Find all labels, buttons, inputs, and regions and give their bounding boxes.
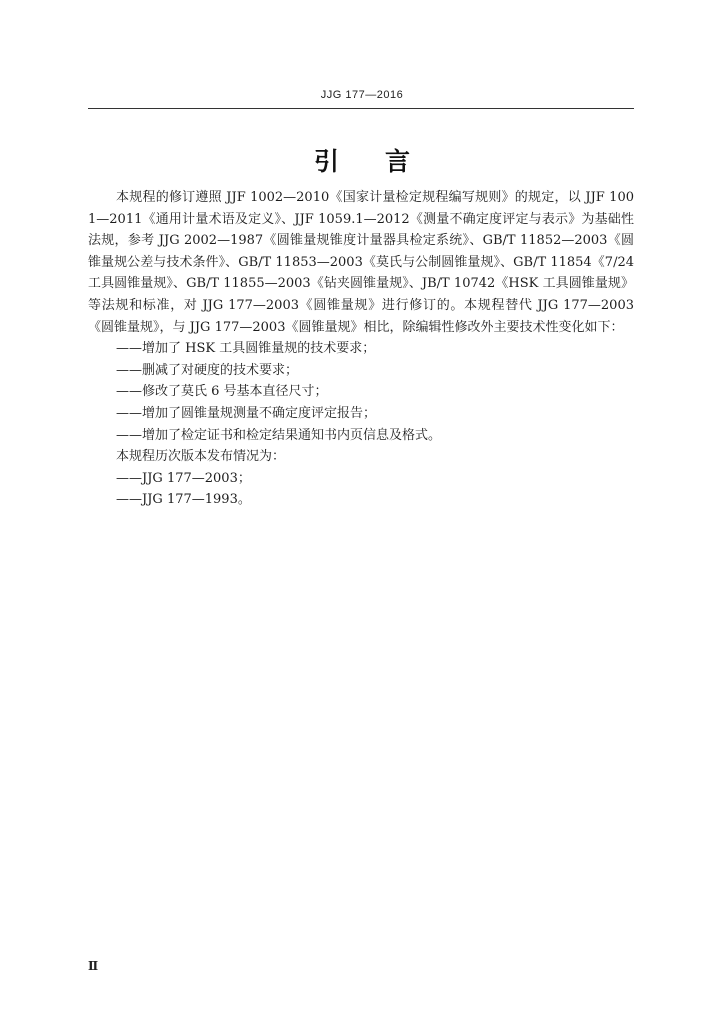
page-number: Ⅱ	[88, 959, 99, 973]
list-item: ——JJG 177—1993。	[116, 492, 251, 508]
page-title: 引言	[313, 147, 456, 176]
running-header: JJG 177—2016	[320, 89, 404, 101]
changes-list	[88, 338, 634, 446]
header-divider	[88, 108, 634, 109]
list-item: ——增加了圆锥量规测量不确定度评定报告；	[116, 405, 377, 421]
document-body	[88, 187, 634, 511]
intro-paragraph: 本规程的修订遵照 JJF 1002—2010《国家计量检定规程编写规则》的规定，以 JJF 1001—2011《通用计量术语及定义》、JJF 1059.1—2012《测量不确定度评定与表示》为基础性法规，参考 JJG 2002—1987《圆锥量规锥度计量器具检定系统》、GB/T 11852—2003《圆锥量规公差与技术条件》、GB/T 11853—2003《莫氏与公制圆锥量规》、GB/T 11854《7/24 工具圆锥量规》、GB/T 11855—2003《钻夹圆锥量规》、JB/T 10742《HSK 工具圆锥量规》等法规和标准，对 JJG 177—2003《圆锥量规》进行修订的。本规程替代 JJG 177—2003《圆锥量规》，与 JJG 177—2003《圆锥量规》相比，除编辑性修改外主要技术性变化如下：	[88, 190, 634, 335]
history-heading: 本规程历次版本发布情况为：	[116, 449, 286, 465]
history-list	[88, 468, 634, 511]
list-item: ——删减了对硬度的技术要求；	[116, 362, 299, 378]
list-item: ——增加了 HSK 工具圆锥量规的技术要求；	[116, 341, 376, 357]
list-item: ——JJG 177—2003；	[116, 470, 251, 486]
list-item: ——增加了检定证书和检定结果通知书内页信息及格式。	[116, 427, 442, 443]
list-item: ——修改了莫氏 6 号基本直径尺寸；	[116, 384, 328, 400]
